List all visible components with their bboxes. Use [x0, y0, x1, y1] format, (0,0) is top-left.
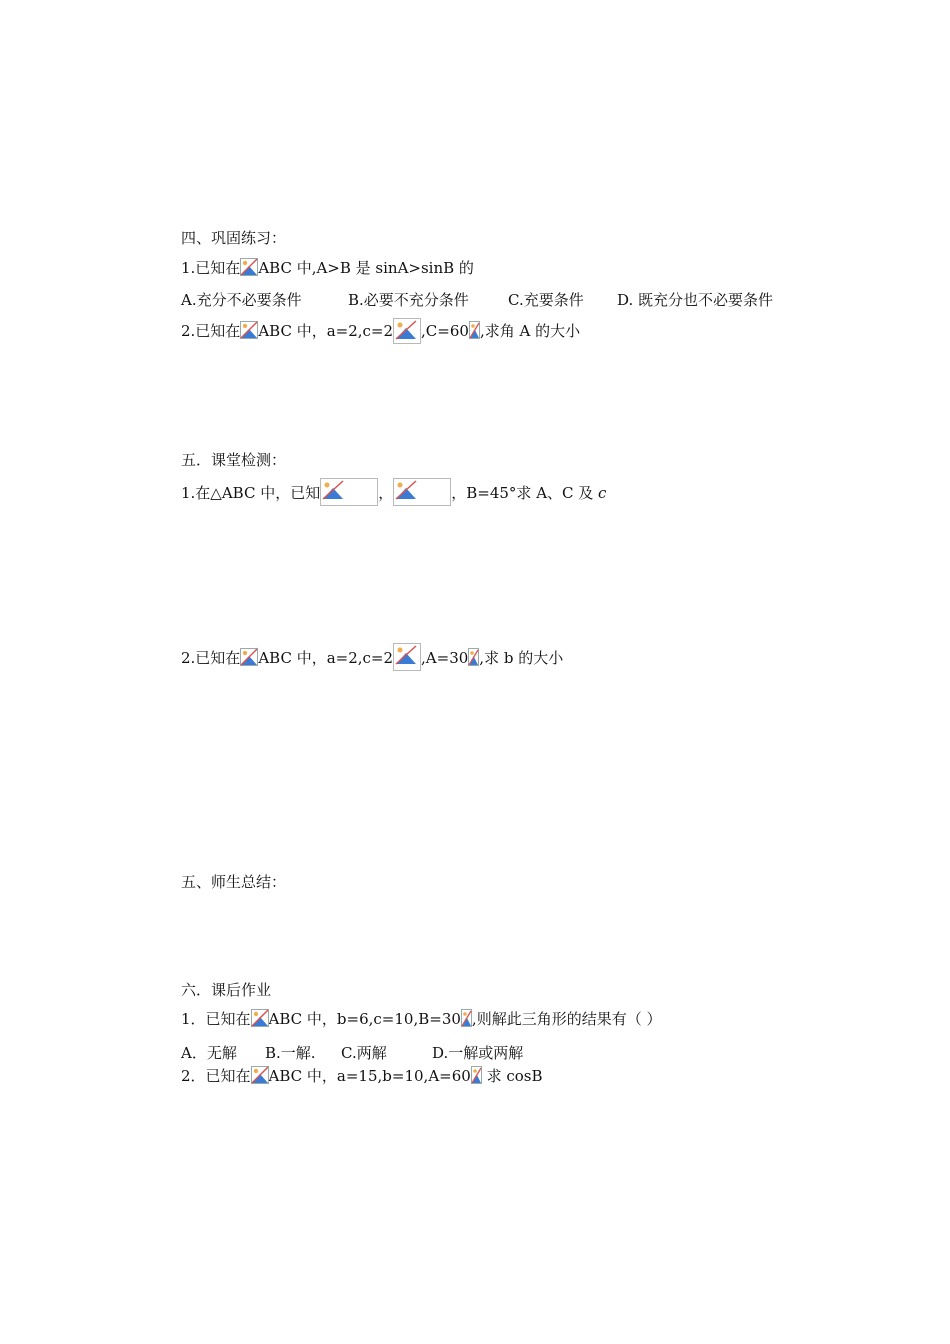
- q-text: ,求 b 的大小: [479, 649, 564, 667]
- option-d: D.一解或两解: [432, 1044, 524, 1062]
- sec5-question-2: [181, 643, 563, 671]
- section-summary-title: 五、师生总结：: [181, 873, 287, 891]
- broken-image-icon: [469, 321, 480, 339]
- option-d: D. 既充分也不必要条件: [617, 291, 774, 309]
- q-text: ,求角 A 的大小: [479, 322, 581, 340]
- q-text: ,A=30: [421, 649, 469, 667]
- broken-image-icon: [468, 648, 479, 666]
- q-text: 1.已知在: [181, 259, 241, 277]
- option-a: A．无解: [181, 1044, 237, 1062]
- q-text: ，B=45°求 A、C 及: [451, 484, 599, 502]
- q-text: ABC 中,A>B 是 sinA>sinB 的: [258, 259, 474, 277]
- q-text: ,则解此三角形的结果有（ ）: [471, 1010, 662, 1028]
- section-5-title: 五．课堂检测：: [181, 451, 287, 469]
- q-text: 1.在△ABC 中，已知: [181, 484, 321, 502]
- option-b: B.一解.: [265, 1044, 316, 1062]
- broken-image-icon: [240, 321, 258, 339]
- sec5-question-1: [181, 478, 606, 506]
- broken-image-icon: [240, 648, 258, 666]
- broken-image-icon: [461, 1009, 472, 1027]
- q-text: 求 cosB: [481, 1067, 543, 1085]
- q-text: 2．已知在: [181, 1067, 251, 1085]
- q-text: ABC 中，b=6,c=10,B=30: [268, 1010, 461, 1028]
- sec6-question-1: [181, 1009, 661, 1029]
- q-text: 2.已知在: [181, 322, 241, 340]
- option-b: B.必要不充分条件: [348, 291, 469, 309]
- sec4-question-1: [181, 258, 474, 278]
- q-text: ABC 中，a=2,c=2: [258, 322, 394, 340]
- q-text: 1．已知在: [181, 1010, 251, 1028]
- broken-image-icon: [393, 478, 451, 506]
- q-text: ABC 中，a=15,b=10,A=60: [268, 1067, 471, 1085]
- section-4-title: 四、巩固练习：: [181, 229, 287, 247]
- q-text: ，: [378, 484, 394, 502]
- broken-image-icon: [240, 258, 258, 276]
- broken-image-icon: [393, 643, 421, 671]
- broken-image-icon: [320, 478, 378, 506]
- broken-image-icon: [393, 318, 421, 344]
- broken-image-icon: [471, 1066, 482, 1084]
- q-text: ABC 中，a=2,c=2: [258, 649, 394, 667]
- q-text: ,C=60: [421, 322, 469, 340]
- option-c: C.充要条件: [508, 291, 584, 309]
- sec6-question-2: [181, 1066, 543, 1086]
- section-6-title: 六．课后作业: [181, 981, 272, 999]
- broken-image-icon: [251, 1009, 269, 1027]
- sec4-question-2: [181, 318, 580, 344]
- broken-image-icon: [251, 1066, 269, 1084]
- option-c: C.两解: [341, 1044, 387, 1062]
- option-a: A.充分不必要条件: [181, 291, 302, 309]
- q-text: 2.已知在: [181, 649, 241, 667]
- variable-c: c: [598, 484, 607, 502]
